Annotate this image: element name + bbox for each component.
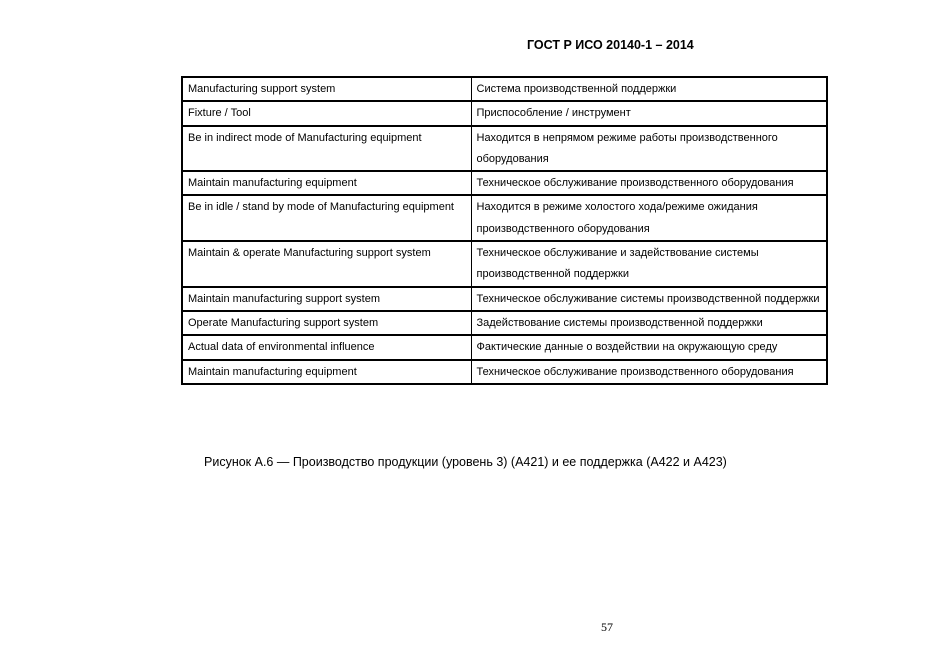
english-term: Actual data of environmental influence bbox=[188, 341, 375, 354]
table-cell-english bbox=[182, 311, 471, 335]
russian-term: Техническое обслуживание и задействование системы производственной поддержки bbox=[476, 247, 759, 281]
table-cell-english bbox=[182, 126, 471, 172]
table-cell-english bbox=[182, 77, 471, 101]
table-cell-russian bbox=[471, 195, 827, 241]
english-term: Operate Manufacturing support system bbox=[188, 316, 379, 329]
table-cell-russian bbox=[471, 77, 827, 101]
table-cell-russian bbox=[471, 241, 827, 287]
russian-term: Техническое обслуживание производственного оборудования bbox=[476, 365, 794, 378]
table-row bbox=[182, 77, 827, 101]
table-row bbox=[182, 241, 827, 287]
document-standard-header: ГОСТ Р ИСО 20140-1 – 2014 bbox=[527, 38, 694, 52]
russian-term: Техническое обслуживание системы производственной поддержки bbox=[476, 292, 820, 305]
english-term: Manufacturing support system bbox=[188, 83, 336, 95]
table-row bbox=[182, 126, 827, 172]
table-cell-english bbox=[182, 101, 471, 125]
russian-term: Находится в непрямом режиме работы производственного оборудования bbox=[476, 131, 778, 165]
table-row bbox=[182, 287, 827, 311]
table-row bbox=[182, 195, 827, 241]
english-term: Be in indirect mode of Manufacturing equipment bbox=[188, 131, 422, 144]
table-row bbox=[182, 101, 827, 125]
table-cell-russian bbox=[471, 101, 827, 125]
russian-term: Система производственной поддержки bbox=[476, 83, 677, 95]
table-cell-english bbox=[182, 195, 471, 241]
russian-term: Техническое обслуживание производственного оборудования bbox=[476, 177, 794, 190]
table-row bbox=[182, 360, 827, 384]
table-cell-russian bbox=[471, 126, 827, 172]
table-cell-english bbox=[182, 360, 471, 384]
russian-term: Задействование системы производственной поддержки bbox=[476, 316, 763, 329]
english-term: Maintain manufacturing support system bbox=[188, 292, 380, 305]
table-cell-english bbox=[182, 241, 471, 287]
table-row bbox=[182, 335, 827, 359]
english-term: Maintain manufacturing equipment bbox=[188, 177, 357, 190]
table-cell-russian bbox=[471, 335, 827, 359]
table-cell-english bbox=[182, 335, 471, 359]
table-cell-russian bbox=[471, 171, 827, 195]
terminology-table bbox=[181, 76, 828, 385]
table-row bbox=[182, 311, 827, 335]
table-cell-english bbox=[182, 287, 471, 311]
russian-term: Приспособление / инструмент bbox=[476, 107, 631, 120]
table-cell-russian bbox=[471, 311, 827, 335]
english-term: Maintain & operate Manufacturing support system bbox=[188, 247, 431, 260]
english-term: Be in idle / stand by mode of Manufacturing equipment bbox=[188, 201, 454, 214]
table-cell-russian bbox=[471, 360, 827, 384]
figure-caption: Рисунок А.6 — Производство продукции (уровень 3) (А421) и ее поддержка (А422 и А423) bbox=[204, 455, 727, 469]
table-cell-russian bbox=[471, 287, 827, 311]
russian-term: Находится в режиме холостого хода/режиме ожидания производственного оборудования bbox=[476, 201, 758, 235]
english-term: Maintain manufacturing equipment bbox=[188, 365, 357, 378]
table-row bbox=[182, 171, 827, 195]
russian-term: Фактические данные о воздействии на окружающую среду bbox=[476, 341, 778, 354]
english-term: Fixture / Tool bbox=[188, 107, 251, 120]
table-cell-english bbox=[182, 171, 471, 195]
page-number: 57 bbox=[601, 620, 613, 634]
